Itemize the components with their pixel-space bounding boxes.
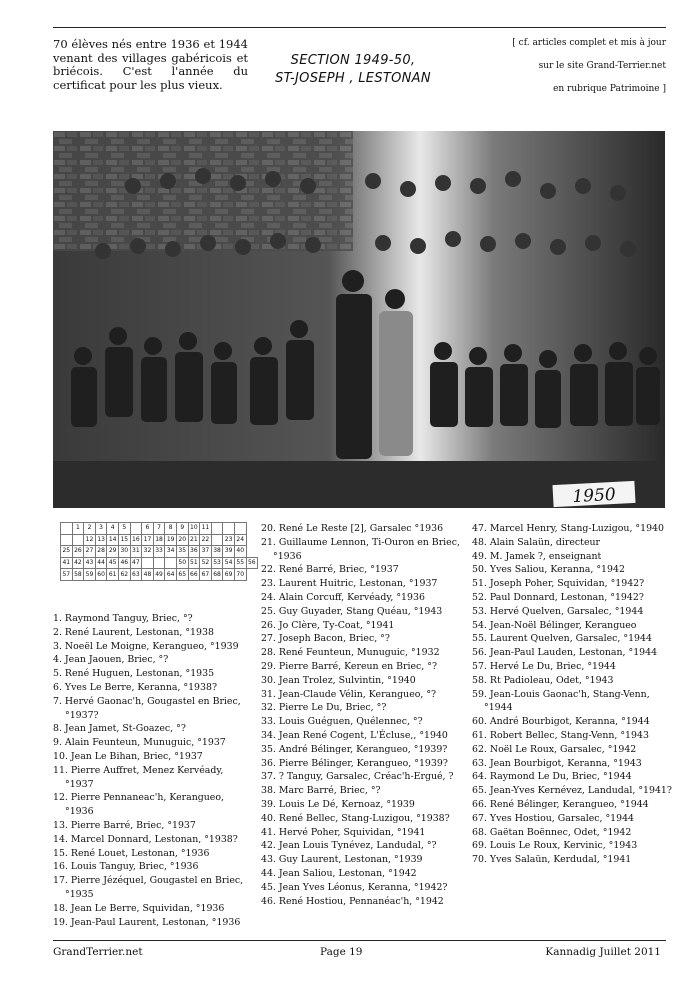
grid-cell: 1	[72, 523, 84, 535]
student-entry: 16. Louis Tanguy, Briec, °1936	[53, 861, 199, 873]
grid-cell: 9	[176, 523, 188, 535]
student-entry: 29. Pierre Barré, Kereun en Briec, °?	[261, 660, 437, 672]
grid-cell: 39	[223, 546, 235, 558]
top-rule	[53, 27, 666, 28]
grid-cell: 24	[234, 534, 246, 546]
student-entry: 42. Jean Louis Tynévez, Landudal, °?	[261, 840, 437, 852]
section-title	[258, 52, 448, 88]
grid-cell: 62	[118, 569, 130, 581]
grid-cell: 20	[176, 534, 188, 546]
grid-cell	[211, 534, 223, 546]
grid-cell	[72, 534, 84, 546]
student-entry: 47. Marcel Henry, Stang-Luzigou, °1940	[472, 523, 664, 534]
student-list-column-3	[472, 522, 672, 867]
student-entry: 23. Laurent Huitric, Lestonan, °1937	[261, 578, 438, 590]
grid-cell: 7	[153, 523, 165, 535]
student-list-column-2	[261, 522, 467, 908]
student-entry: 67. Yves Hostiou, Garsalec, °1944	[472, 812, 635, 824]
student-entry: 45. Jean Yves Léonus, Keranna, °1942?	[261, 881, 448, 893]
section-title-line2: ST-JOSEPH , LESTONAN	[275, 71, 431, 86]
footer-issue: Kannadig Juillet 2011	[545, 946, 661, 958]
grid-cell: 69	[223, 569, 235, 581]
student-entry: 9. Alain Feunteun, Munuguic, °1937	[53, 737, 226, 749]
student-entry: 46. René Hostiou, Pennanéac'h, °1942	[261, 895, 444, 907]
student-entry: 26. Jo Clère, Ty-Coat, °1941	[261, 619, 395, 631]
grid-cell: 26	[72, 546, 84, 558]
student-entry: 57. Hervé Le Du, Briec, °1944	[472, 660, 616, 672]
student-entry: 25. Guy Guyader, Stang Quéau, °1943	[261, 605, 443, 617]
grid-row	[61, 534, 258, 546]
grid-cell: 56	[246, 557, 258, 569]
grid-cell: 6	[142, 523, 154, 535]
section-title-line1: SECTION 1949-50,	[290, 53, 416, 68]
grid-cell: 49	[153, 569, 165, 581]
grid-cell: 23	[223, 534, 235, 546]
grid-cell: 3	[95, 523, 107, 535]
grid-cell	[153, 557, 165, 569]
grid-cell	[142, 557, 154, 569]
student-entry: 61. Robert Bellec, Stang-Venn, °1943	[472, 729, 649, 741]
grid-cell: 11	[200, 523, 212, 535]
student-entry: 50. Yves Saliou, Keranna, °1942	[472, 564, 625, 576]
grid-cell: 25	[61, 546, 73, 558]
grid-cell: 31	[130, 546, 142, 558]
student-entry: 21. Guillaume Lennon, Ti-Ouron en Briec, °1936	[261, 536, 460, 562]
grid-cell: 16	[130, 534, 142, 546]
grid-cell: 14	[107, 534, 119, 546]
grid-cell: 46	[118, 557, 130, 569]
grid-cell: 54	[223, 557, 235, 569]
grid-row	[61, 523, 258, 535]
student-entry: 48. Alain Salaün, directeur	[472, 536, 601, 548]
grid-cell: 51	[188, 557, 200, 569]
grid-row	[61, 557, 258, 569]
grid-cell: 53	[211, 557, 223, 569]
grid-row	[61, 546, 258, 558]
grid-cell: 47	[130, 557, 142, 569]
student-entry: 5. René Huguen, Lestonan, °1935	[53, 668, 215, 680]
grid-cell: 2	[84, 523, 96, 535]
grid-cell	[223, 523, 235, 535]
bottom-rule	[53, 940, 666, 941]
grid-cell: 29	[107, 546, 119, 558]
student-entry: 18. Jean Le Berre, Squividan, °1936	[53, 902, 225, 914]
student-entry: 52. Paul Donnard, Lestonan, °1942?	[472, 591, 644, 603]
grid-cell: 40	[234, 546, 246, 558]
grid-cell: 36	[188, 546, 200, 558]
student-entry: 22. René Barré, Briec, °1937	[261, 564, 399, 576]
student-entry: 51. Joseph Poher, Squividan, °1942?	[472, 578, 645, 590]
grid-cell: 33	[153, 546, 165, 558]
position-grid	[60, 522, 258, 581]
student-entry: 1. Raymond Tanguy, Briec, °?	[53, 613, 193, 624]
student-entry: 59. Jean-Louis Gaonac'h, Stang-Venn, °1944	[472, 688, 650, 714]
student-entry: 30. Jean Trolez, Sulvintin, °1940	[261, 674, 416, 686]
student-entry: 35. André Bélinger, Kerangueo, °1939?	[261, 743, 448, 755]
grid-cell: 19	[165, 534, 177, 546]
grid-cell: 42	[72, 557, 84, 569]
grid-cell: 52	[200, 557, 212, 569]
student-entry: 69. Louis Le Roux, Kervinic, °1943	[472, 840, 638, 852]
student-entry: 19. Jean-Paul Laurent, Lestonan, °1936	[53, 916, 241, 928]
grid-cell	[165, 557, 177, 569]
student-entry: 70. Yves Salaün, Kerdudal, °1941	[472, 854, 632, 866]
student-entry: 8. Jean Jamet, St-Goazec, °?	[53, 723, 186, 735]
grid-cell: 30	[118, 546, 130, 558]
grid-cell: 55	[234, 557, 246, 569]
grid-cell	[211, 523, 223, 535]
grid-cell: 22	[200, 534, 212, 546]
grid-cell: 37	[200, 546, 212, 558]
student-entry: 4. Jean Jaouen, Briec, °?	[53, 654, 169, 666]
grid-cell: 61	[107, 569, 119, 581]
grid-cell: 48	[142, 569, 154, 581]
source-note	[476, 32, 666, 101]
student-entry: 2. René Laurent, Lestonan, °1938	[53, 626, 214, 638]
grid-cell: 65	[176, 569, 188, 581]
grid-cell: 4	[107, 523, 119, 535]
grid-cell: 68	[211, 569, 223, 581]
grid-cell	[130, 523, 142, 535]
student-entry: 28. René Feunteun, Munuguic, °1932	[261, 647, 440, 659]
grid-cell: 45	[107, 557, 119, 569]
grid-cell: 28	[95, 546, 107, 558]
grid-cell: 44	[95, 557, 107, 569]
student-list-column-1	[53, 612, 253, 929]
student-entry: 37. ? Tanguy, Garsalec, Créac'h-Ergué, ?	[261, 771, 454, 783]
student-entry: 39. Louis Le Dé, Kernoaz, °1939	[261, 798, 415, 810]
grid-cell: 60	[95, 569, 107, 581]
grid-cell: 8	[165, 523, 177, 535]
footer-page-number: Page 19	[320, 946, 363, 958]
student-entry: 32. Pierre Le Du, Briec, °?	[261, 702, 387, 714]
student-entry: 14. Marcel Donnard, Lestonan, °1938?	[53, 833, 238, 845]
grid-cell: 41	[61, 557, 73, 569]
student-entry: 40. René Bellec, Stang-Luzigou, °1938?	[261, 812, 450, 824]
grid-cell: 64	[165, 569, 177, 581]
grid-cell: 70	[234, 569, 246, 581]
footer-site: GrandTerrier.net	[53, 946, 143, 958]
student-entry: 56. Jean-Paul Lauden, Lestonan, °1944	[472, 647, 658, 659]
grid-cell: 32	[142, 546, 154, 558]
student-entry: 38. Marc Barré, Briec, °?	[261, 785, 381, 797]
source-note-line1: [ cf. articles complet et mis à jour	[512, 38, 666, 48]
student-entry: 65. Jean-Yves Kernévez, Landudal, °1941?	[472, 785, 672, 797]
student-entry: 27. Joseph Bacon, Briec, °?	[261, 633, 390, 645]
student-entry: 62. Noël Le Roux, Garsalec, °1942	[472, 743, 637, 755]
student-entry: 6. Yves Le Berre, Keranna, °1938?	[53, 681, 217, 693]
student-entry: 12. Pierre Pennaneac'h, Kerangueo, °1936	[53, 792, 224, 818]
grid-cell: 63	[130, 569, 142, 581]
grid-cell: 50	[176, 557, 188, 569]
student-entry: 31. Jean-Claude Vélin, Kerangueo, °?	[261, 688, 437, 700]
grid-cell: 17	[142, 534, 154, 546]
student-entry: 24. Alain Corcuff, Kervéady, °1936	[261, 591, 425, 603]
grid-cell: 66	[188, 569, 200, 581]
student-entry: 11. Pierre Auffret, Menez Kervéady, °1937	[53, 764, 224, 790]
grid-cell: 12	[84, 534, 96, 546]
student-entry: 68. Gaëtan Boënnec, Odet, °1942	[472, 826, 632, 838]
grid-cell: 27	[84, 546, 96, 558]
student-entry: 55. Laurent Quelven, Garsalec, °1944	[472, 633, 652, 645]
student-entry: 13. Pierre Barré, Briec, °1937	[53, 819, 196, 831]
student-entry: 15. René Louet, Lestonan, °1936	[53, 847, 210, 859]
class-photo	[53, 131, 665, 508]
grid-cell: 67	[200, 569, 212, 581]
student-entry: 34. Jean René Cogent, L'Écluse,, °1940	[261, 729, 448, 741]
grid-cell	[234, 523, 246, 535]
student-entry: 17. Pierre Jézéquel, Gougastel en Briec, °1935	[53, 875, 244, 900]
student-entry: 3. Noeël Le Moigne, Kerangueo, °1939	[53, 640, 239, 652]
student-entry: 63. Jean Bourbigot, Keranna, °1943	[472, 757, 642, 769]
student-entry: 60. André Bourbigot, Keranna, °1944	[472, 716, 650, 728]
grid-cell: 13	[95, 534, 107, 546]
student-entry: 7. Hervé Gaonac'h, Gougastel en Briec, °1937?	[53, 695, 241, 721]
grid-cell: 34	[165, 546, 177, 558]
student-entry: 41. Hervé Poher, Squividan, °1941	[261, 826, 426, 838]
grid-cell: 5	[118, 523, 130, 535]
grid-cell: 57	[61, 569, 73, 581]
grid-cell: 15	[118, 534, 130, 546]
student-entry: 36. Pierre Bélinger, Kerangueo, °1939?	[261, 757, 448, 769]
grid-row	[61, 569, 258, 581]
student-entry: 10. Jean Le Bihan, Briec, °1937	[53, 750, 203, 762]
student-entry: 20. René Le Reste [2], Garsalec °1936	[261, 523, 444, 534]
student-entry: 53. Hervé Quelven, Garsalec, °1944	[472, 605, 644, 617]
student-entry: 33. Louis Guéguen, Quélennec, °?	[261, 716, 423, 728]
grid-cell	[61, 523, 73, 535]
grid-cell: 59	[84, 569, 96, 581]
grid-cell: 10	[188, 523, 200, 535]
intro-text: 70 élèves nés entre 1936 et 1944 venant des villages gabéricois et briécois. C'est l'année du certificat pour les plus vieux.	[53, 37, 248, 92]
photo-year-label: 1950	[571, 484, 617, 508]
grid-cell: 38	[211, 546, 223, 558]
grid-cell: 21	[188, 534, 200, 546]
student-entry: 49. M. Jamek ?, enseignant	[472, 550, 602, 562]
grid-cell: 58	[72, 569, 84, 581]
student-entry: 66. René Bélinger, Kerangueo, °1944	[472, 798, 649, 810]
student-entry: 44. Jean Saliou, Lestonan, °1942	[261, 867, 417, 879]
student-entry: 54. Jean-Noël Bélinger, Kerangueo	[472, 619, 637, 631]
source-note-line2: sur le site Grand-Terrier.net	[538, 61, 666, 71]
grid-cell	[61, 534, 73, 546]
student-entry: 64. Raymond Le Du, Briec, °1944	[472, 771, 632, 783]
student-entry: 43. Guy Laurent, Lestonan, °1939	[261, 854, 423, 866]
source-note-line3: en rubrique Patrimoine ]	[553, 84, 666, 94]
grid-cell: 43	[84, 557, 96, 569]
student-entry: 58. Rt Padioleau, Odet, °1943	[472, 674, 614, 686]
grid-cell: 18	[153, 534, 165, 546]
grid-cell: 35	[176, 546, 188, 558]
